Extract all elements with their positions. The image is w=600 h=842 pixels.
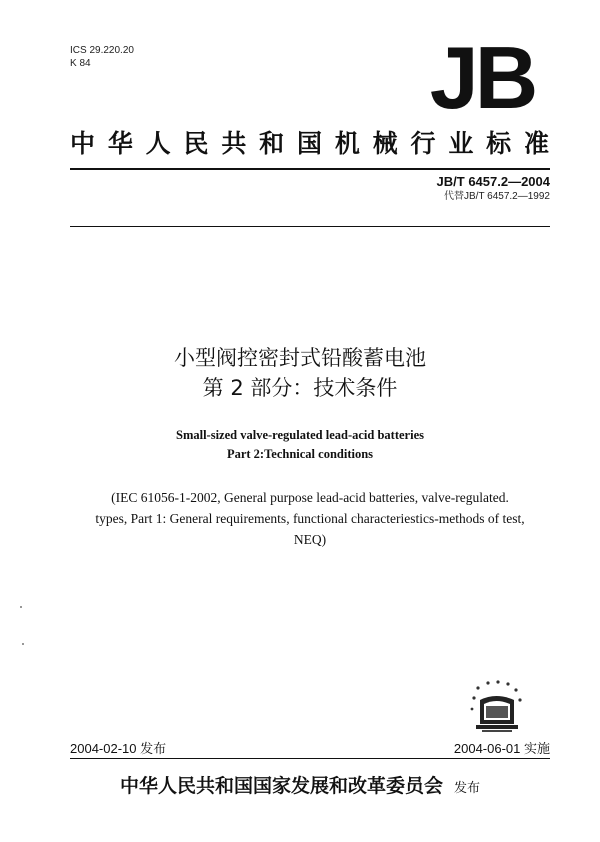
ics-code: ICS 29.220.20 xyxy=(70,45,134,56)
footer-divider xyxy=(70,758,550,759)
scan-speck xyxy=(22,643,24,645)
publisher-line xyxy=(0,771,600,798)
jb-logo xyxy=(414,40,550,114)
header-divider xyxy=(70,168,550,170)
publish-date: 2004-02-10 发布 xyxy=(70,741,167,756)
publisher-name: 中华人民共和国国家发展和改革委员会 xyxy=(119,775,443,797)
effective-date: 2004-06-01 实施 xyxy=(453,741,550,756)
publisher-emblem xyxy=(466,678,528,734)
title-cn-line1: 小型阀控密封式铅酸蓄电池 xyxy=(174,346,426,370)
title-cn-line2: 第 2 部分：技术条件 xyxy=(202,376,398,400)
classification-codes xyxy=(70,44,134,70)
publisher-verb: 发布 xyxy=(454,781,481,796)
organization-title: 中华人民共和国机械行业标准 xyxy=(70,129,550,158)
scan-speck xyxy=(20,606,22,608)
title-en-line2: Part 2:Technical conditions xyxy=(226,447,374,461)
title-en-line1: Small-sized valve-regulated lead-acid batteries xyxy=(176,428,424,442)
jb-logo-text: JB xyxy=(429,40,535,114)
replaces-standard: 代替JB/T 6457.2—1992 xyxy=(444,191,550,202)
ccs-code: K 84 xyxy=(70,58,91,69)
standard-number: JB/T 6457.2—2004 xyxy=(436,174,550,189)
number-divider xyxy=(70,226,550,227)
iec-reference-note: (IEC 61056-1-2002, General purpose lead-acid batteries, valve-regulated. types, Part 1: General requirements, functional characteriestics-methods of test, NEQ) xyxy=(95,490,525,547)
standard-number-block xyxy=(437,173,550,203)
